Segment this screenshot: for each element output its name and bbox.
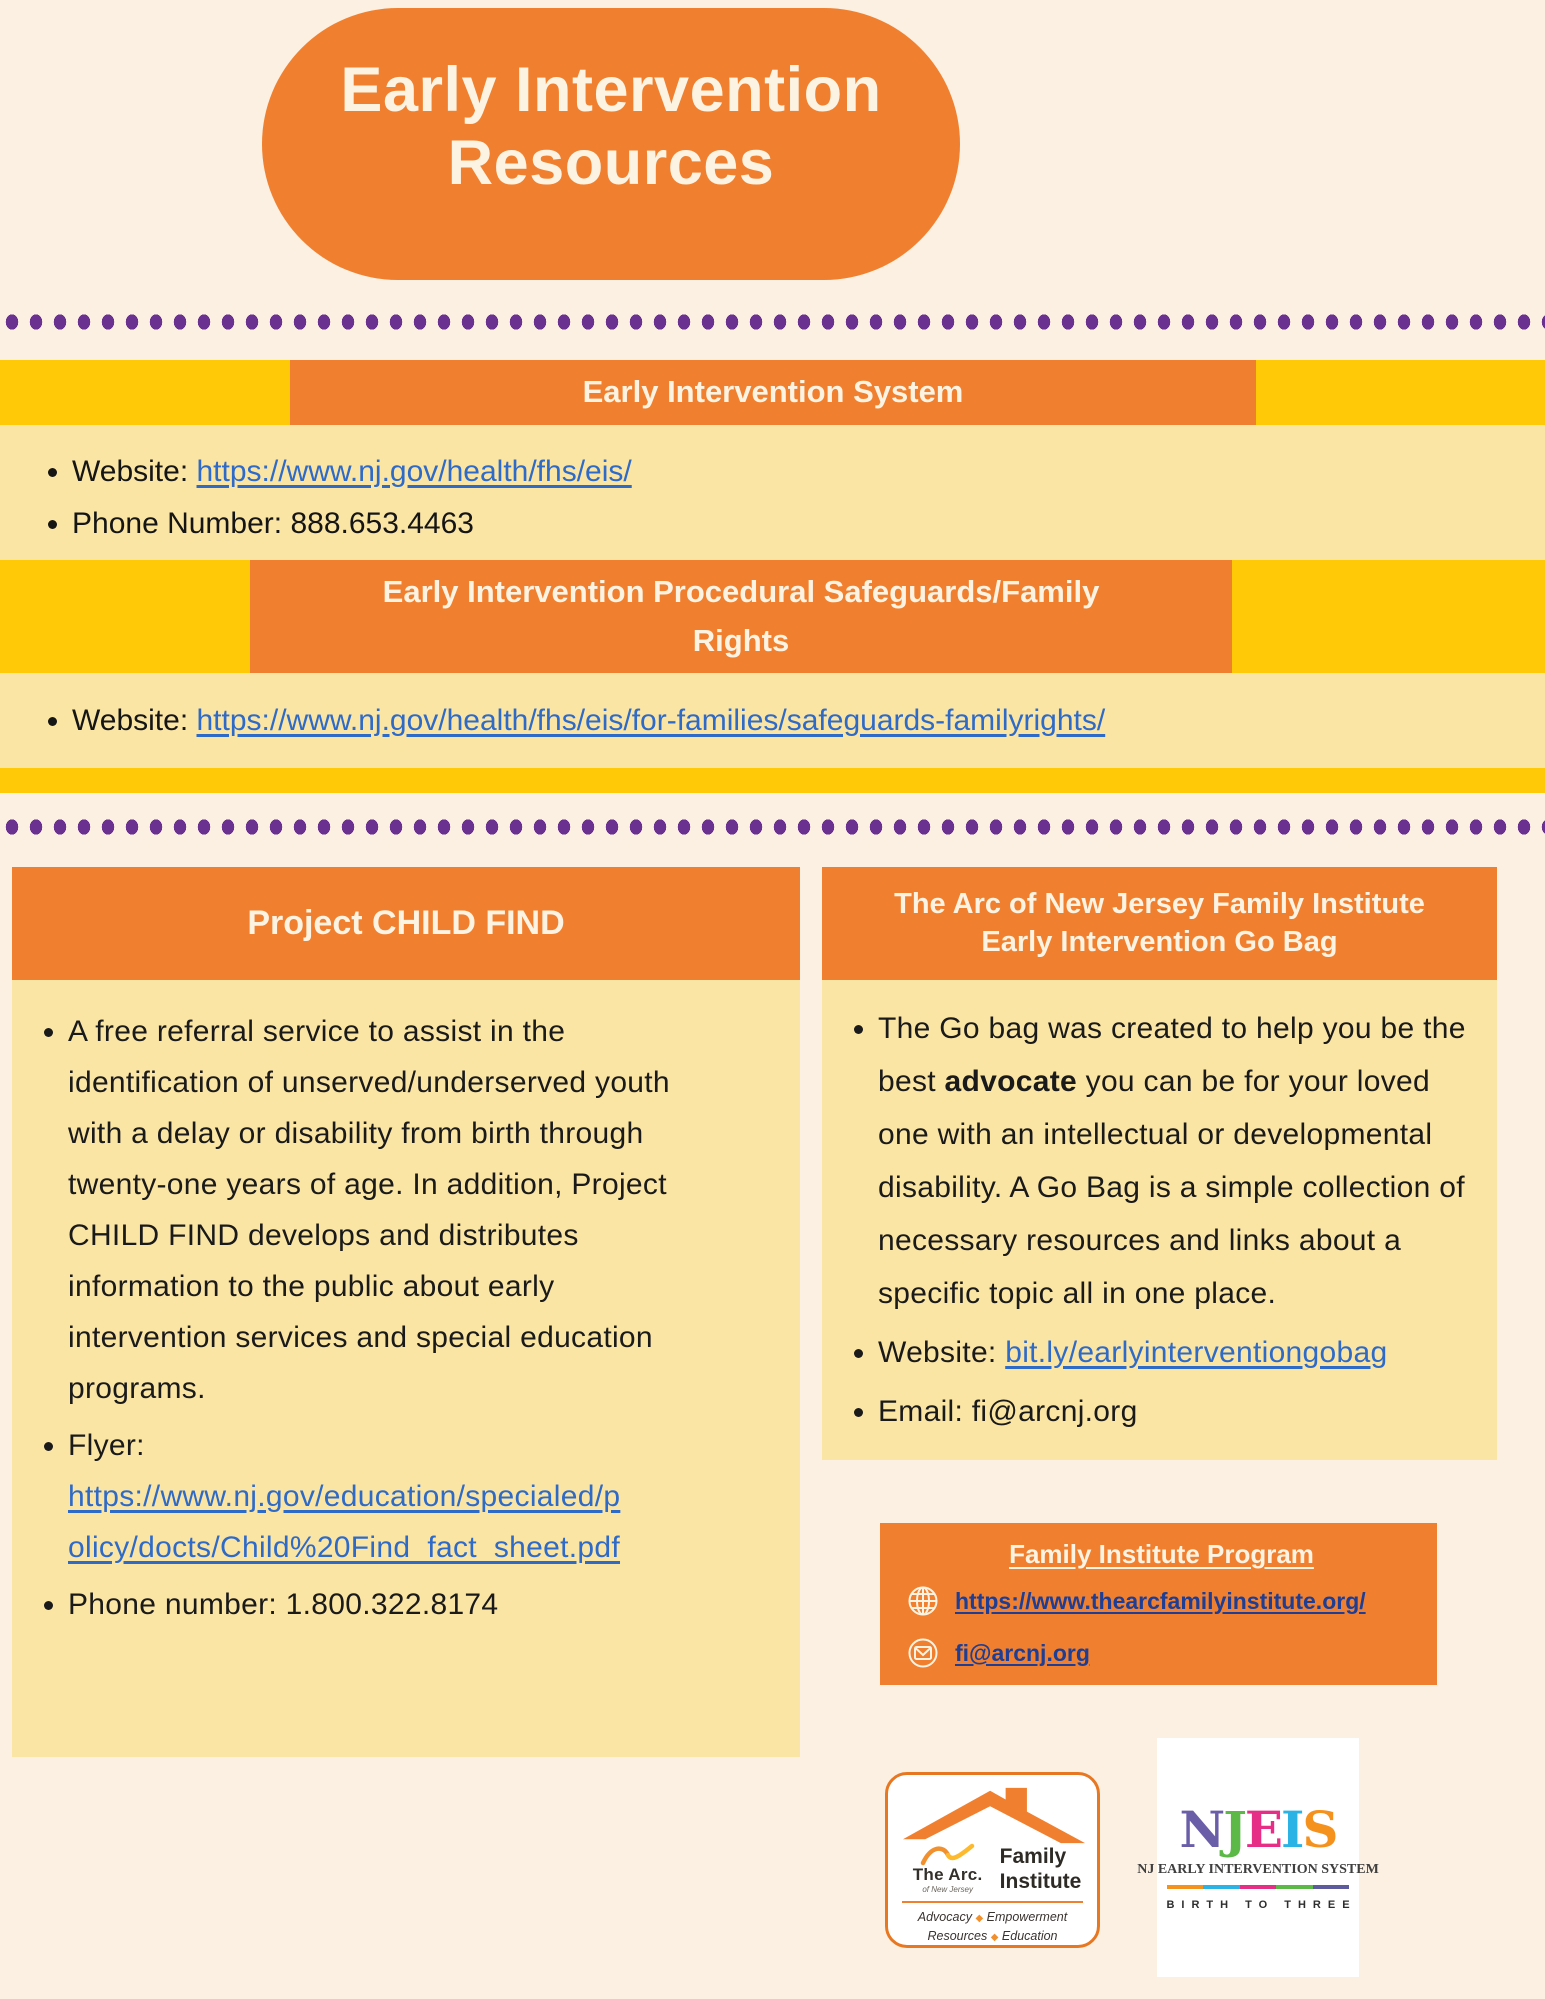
- fip-email-link[interactable]: fi@arcnj.org: [955, 1639, 1090, 1666]
- eis-phone-item: • Phone Number: 888.653.4463: [72, 501, 1545, 547]
- go-bag-desc-part1: The Go bag was created to help you be the best: [878, 1012, 1466, 1098]
- child-find-header: [12, 867, 800, 980]
- go-bag-email: • Email: fi@arcnj.org: [878, 1385, 1478, 1438]
- eis-website-label: Website:: [72, 455, 197, 488]
- safeguards-header-line2: Rights: [692, 622, 790, 658]
- go-bag-desc-bold: advocate: [944, 1065, 1078, 1098]
- envelope-icon: [904, 1634, 942, 1672]
- child-find-flyer-label: • Flyer:: [68, 1429, 145, 1462]
- njeis-tagline: BIRTH TO THREE: [1166, 1898, 1357, 1911]
- dotted-divider: [0, 816, 1545, 838]
- go-bag-website-label: Website:: [878, 1336, 1006, 1369]
- fip-email-row: [904, 1634, 1419, 1672]
- roof-icon: [896, 1783, 1092, 1845]
- njeis-bar-segment: [1313, 1885, 1349, 1889]
- safeguards-header-block: [250, 560, 1232, 673]
- arc-tagline-advocacy: Advocacy: [917, 1910, 972, 1924]
- go-bag-website-item: [878, 1326, 1478, 1379]
- arc-swoosh-icon: [919, 1843, 977, 1867]
- family-institute-program-title: Family Institute Program: [1009, 1539, 1314, 1569]
- njeis-letter-e: E: [1244, 1799, 1281, 1859]
- njeis-subtitle: NJ EARLY INTERVENTION SYSTEM: [1137, 1861, 1379, 1877]
- go-bag-title-line2: Early Intervention Go Bag: [981, 925, 1338, 958]
- njeis-letter-n: N: [1179, 1799, 1224, 1859]
- arc-logo-middle: [896, 1843, 1089, 1894]
- arc-brand: [904, 1843, 992, 1894]
- njeis-color-bar: [1167, 1885, 1349, 1889]
- arc-tagline-resources: Resources: [927, 1928, 988, 1943]
- diamond-icon: ◆: [990, 1931, 999, 1943]
- safeguards-website-label: Website:: [72, 703, 197, 737]
- safeguards-website-link[interactable]: https://www.nj.gov/health/fhs/eis/for-families/safeguards-familyrights/: [196, 703, 1106, 737]
- eis-website-item: [72, 449, 1545, 495]
- arc-divider: [902, 1901, 1083, 1903]
- fip-website-row: [904, 1582, 1419, 1620]
- safeguards-header-band: [0, 560, 1545, 673]
- eis-header-band: [0, 360, 1545, 425]
- eis-website-link[interactable]: https://www.nj.gov/health/fhs/eis/: [196, 455, 632, 488]
- go-bag-title-line1: The Arc of New Jersey Family Institute: [894, 887, 1425, 920]
- fip-website-link[interactable]: https://www.thearcfamilyinstitute.org/: [955, 1587, 1366, 1614]
- arc-family-institute-text: [1000, 1844, 1082, 1894]
- yellow-strip: [0, 768, 1545, 793]
- njeis-bar-segment: [1167, 1885, 1203, 1889]
- child-find-body: [12, 980, 800, 1757]
- arc-family-institute-logo: [885, 1772, 1100, 1948]
- child-find-description: • A free referral service to assist in the identification of unserved/underserved youth with a delay or disability from birth through twenty-one years of age. In addition, Project CHILD FIND develops and distributes information to the public about early intervention services and special education programs.: [68, 1006, 716, 1414]
- go-bag-desc-part2: you can be for your loved one with an intellectual or developmental disability. A Go Bag is a simple collection of necessary resources and links about a specific topic all in one place.: [878, 1065, 1465, 1310]
- njeis-letters: [1179, 1799, 1337, 1859]
- eis-header-title: Early Intervention System: [582, 374, 964, 410]
- go-bag-body: [822, 980, 1497, 1460]
- child-find-flyer-item: [68, 1420, 716, 1573]
- safeguards-website-item: [72, 698, 1105, 744]
- arc-fi-line1: Family: [999, 1844, 1067, 1868]
- njeis-bar-segment: [1276, 1885, 1312, 1889]
- child-find-flyer-link[interactable]: https://www.nj.gov/education/specialed/policy/docts/Child%20Find_fact_sheet.pdf: [68, 1480, 621, 1564]
- page-title-line1: Early Intervention: [340, 54, 882, 125]
- arc-tagline: [896, 1908, 1089, 1945]
- globe-icon: [904, 1582, 942, 1620]
- arc-org-sub: of New Jersey: [922, 1885, 973, 1894]
- arc-org-name: The Arc.: [912, 1865, 983, 1884]
- arc-tagline-empowerment: Empowerment: [986, 1910, 1068, 1924]
- page-title-line2: Resources: [447, 128, 775, 198]
- njeis-letter-i: I: [1281, 1799, 1303, 1859]
- njeis-letter-j: J: [1223, 1799, 1245, 1859]
- eis-content: [0, 425, 1545, 560]
- go-bag-description: [878, 1002, 1478, 1320]
- njeis-bar-segment: [1240, 1885, 1276, 1889]
- njeis-bar-segment: [1203, 1885, 1239, 1889]
- safeguards-header-line1: Early Intervention Procedural Safeguards/Family: [382, 574, 1100, 610]
- dotted-divider: [0, 311, 1545, 333]
- arc-fi-line2: Institute: [999, 1869, 1082, 1893]
- njeis-logo: [1137, 1738, 1379, 1977]
- family-institute-program-box: [880, 1523, 1437, 1685]
- child-find-title: Project CHILD FIND: [247, 904, 565, 942]
- eis-header-block: [290, 360, 1256, 425]
- child-find-phone: • Phone number: 1.800.322.8174: [68, 1579, 716, 1630]
- arc-tagline-education: Education: [1001, 1928, 1058, 1943]
- njeis-letter-s: S: [1302, 1799, 1337, 1859]
- diamond-icon: ◆: [975, 1913, 984, 1924]
- page-title: [262, 8, 960, 280]
- go-bag-header: [822, 867, 1497, 980]
- safeguards-content: [0, 673, 1545, 768]
- go-bag-website-link[interactable]: bit.ly/earlyinterventiongobag: [1005, 1336, 1388, 1369]
